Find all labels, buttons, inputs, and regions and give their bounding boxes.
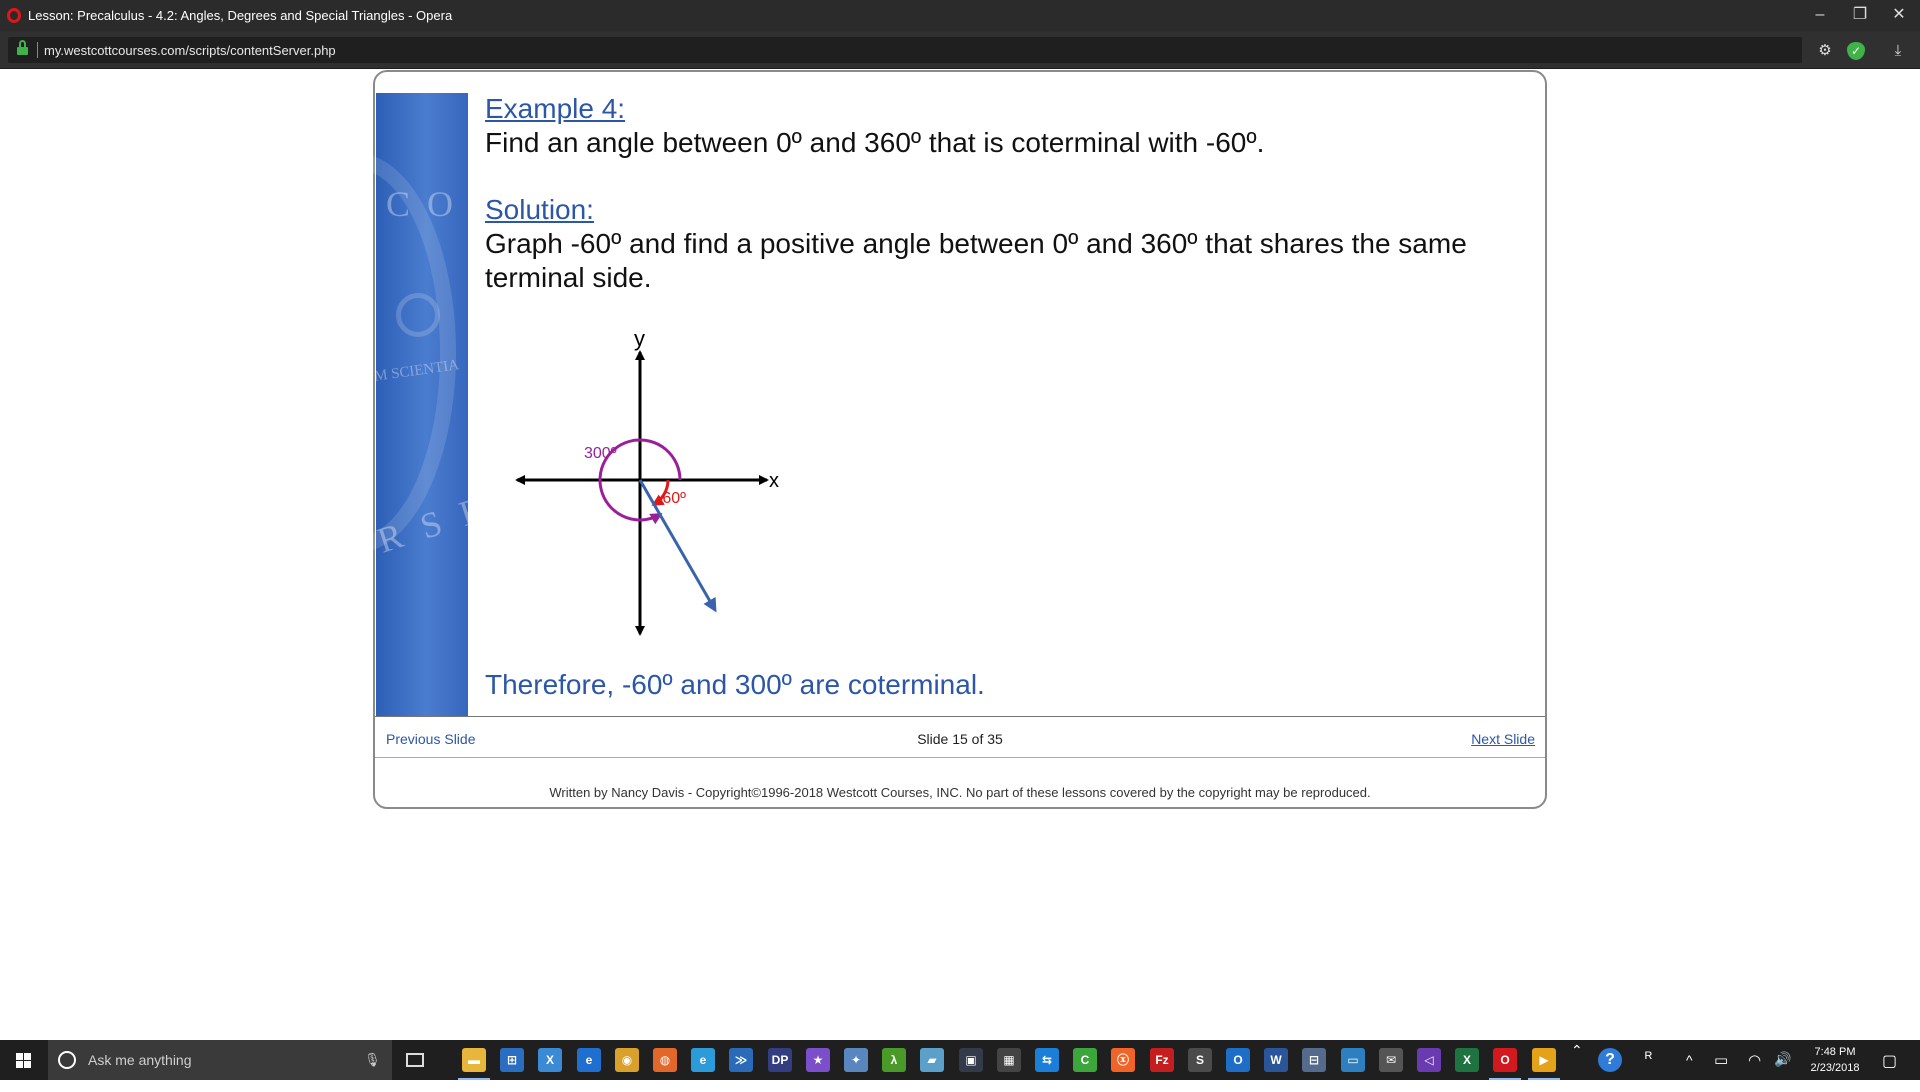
xamarin-app[interactable]: X bbox=[538, 1048, 562, 1072]
lock-icon bbox=[17, 44, 28, 56]
calculator-app[interactable]: ▦ bbox=[997, 1048, 1021, 1072]
file-explorer-app[interactable]: ▬ bbox=[462, 1048, 486, 1072]
show-hidden-icons[interactable]: ^ bbox=[1686, 1052, 1693, 1068]
xampp-app[interactable]: ⓧ bbox=[1111, 1048, 1135, 1072]
battery-icon[interactable]: ▭ bbox=[1714, 1052, 1729, 1069]
window-title: Lesson: Precalculus - 4.2: Angles, Degrees and Special Triangles - Opera bbox=[28, 8, 453, 23]
volume-icon[interactable]: 🔊 bbox=[1774, 1051, 1792, 1067]
sublime-app[interactable]: S bbox=[1188, 1048, 1212, 1072]
opera-logo-icon bbox=[7, 8, 21, 23]
conclusion-text: Therefore, -60º and 300º are coterminal. bbox=[485, 669, 985, 700]
wifi-icon[interactable]: ◠ bbox=[1748, 1052, 1762, 1069]
rdp-app[interactable]: ▭ bbox=[1341, 1048, 1365, 1072]
word-app[interactable]: W bbox=[1264, 1048, 1288, 1072]
solution-text: Graph -60º and find a positive angle between 0º and 360º that shares the same terminal side. bbox=[485, 228, 1467, 293]
label-neg60: -60º bbox=[657, 490, 686, 507]
start-button[interactable] bbox=[0, 1040, 48, 1080]
store-app[interactable]: ⊞ bbox=[500, 1048, 524, 1072]
search-box[interactable] bbox=[48, 1040, 392, 1080]
restore-button[interactable]: ❐ bbox=[1852, 6, 1868, 23]
seal-text-bottom: R S E bbox=[372, 487, 494, 561]
running-indicator bbox=[1528, 1078, 1560, 1080]
close-button[interactable]: ✕ bbox=[1892, 6, 1906, 23]
address-bar bbox=[0, 31, 1920, 69]
teamviewer-app[interactable]: ⇆ bbox=[1035, 1048, 1059, 1072]
url-text[interactable]: my.westcottcourses.com/scripts/contentServer.php bbox=[44, 43, 336, 58]
task-view-icon[interactable] bbox=[406, 1053, 424, 1067]
outlook-app[interactable]: O bbox=[1226, 1048, 1250, 1072]
minimize-button[interactable]: – bbox=[1815, 6, 1825, 23]
download-icon[interactable]: ⤓ bbox=[1894, 42, 1902, 59]
taskbar bbox=[0, 1040, 1920, 1080]
visualstudio-app[interactable]: ◁ bbox=[1417, 1048, 1441, 1072]
globe-icon bbox=[396, 293, 440, 337]
slides-app[interactable]: ▶ bbox=[1532, 1048, 1556, 1072]
search-input[interactable]: Ask me anything bbox=[88, 1052, 192, 1068]
title-bar bbox=[0, 0, 1920, 31]
c-app[interactable]: C bbox=[1073, 1048, 1097, 1072]
seal-text-top: C O bbox=[386, 184, 458, 224]
cortana-icon bbox=[58, 1051, 76, 1069]
cmd-app[interactable]: ▣ bbox=[959, 1048, 983, 1072]
notifications-icon[interactable]: ▢ bbox=[1882, 1053, 1898, 1070]
url-field[interactable] bbox=[8, 37, 1802, 63]
sidebar-seal bbox=[372, 93, 494, 716]
lesson-frame bbox=[373, 70, 1547, 809]
solution-heading: Solution: bbox=[485, 194, 594, 225]
clock[interactable] bbox=[1800, 1044, 1870, 1076]
lambda-app[interactable]: λ bbox=[882, 1048, 906, 1072]
gear-icon[interactable]: ⚙ bbox=[1818, 42, 1832, 59]
example-heading: Example 4: bbox=[485, 93, 626, 124]
slide-navigation bbox=[375, 716, 1545, 758]
shield-icon[interactable]: ✓ bbox=[1847, 42, 1865, 60]
notes-app[interactable]: ▰ bbox=[920, 1048, 944, 1072]
chrome-app[interactable]: ◉ bbox=[615, 1048, 639, 1072]
people-icon[interactable]: ᴿ bbox=[1645, 1050, 1653, 1067]
slide-content bbox=[485, 92, 1525, 295]
slide-counter: Slide 15 of 35 bbox=[917, 731, 1003, 747]
coterminal-graph bbox=[477, 322, 817, 662]
running-indicator bbox=[1489, 1078, 1521, 1080]
windows-logo-icon bbox=[16, 1053, 32, 1068]
edge-app[interactable]: e bbox=[577, 1048, 601, 1072]
powershell-app[interactable]: ≫ bbox=[729, 1048, 753, 1072]
opera-app[interactable]: O bbox=[1493, 1048, 1517, 1072]
mail-app[interactable]: ✉ bbox=[1379, 1048, 1403, 1072]
filezilla-app[interactable]: Fz bbox=[1150, 1048, 1174, 1072]
firefox-app[interactable]: ◍ bbox=[653, 1048, 677, 1072]
dp-app[interactable]: DP bbox=[768, 1048, 792, 1072]
copyright-footer: Written by Nancy Davis - Copyright©1996-2018 Westcott Courses, INC. No part of these lessons covered by the copyright may be reproduced. bbox=[549, 785, 1371, 800]
url-separator bbox=[37, 42, 38, 58]
running-indicator bbox=[458, 1078, 490, 1080]
tools-app[interactable]: ✦ bbox=[844, 1048, 868, 1072]
seal-text-mid: M SCIENTIA bbox=[373, 357, 461, 385]
previous-slide-link[interactable]: Previous Slide bbox=[386, 731, 476, 747]
star-app[interactable]: ★ bbox=[806, 1048, 830, 1072]
x-axis-label: x bbox=[769, 470, 779, 492]
microphone-icon[interactable]: 🎙 bbox=[364, 1052, 381, 1067]
clock-date: 2/23/2018 bbox=[1810, 1062, 1860, 1074]
help-icon[interactable]: ? bbox=[1598, 1048, 1622, 1072]
excel-app[interactable]: X bbox=[1455, 1048, 1479, 1072]
next-slide-link[interactable]: Next Slide bbox=[1471, 731, 1535, 747]
label-300: 300º bbox=[584, 445, 617, 462]
example-text: Find an angle between 0º and 360º that is coterminal with -60º. bbox=[485, 127, 1265, 158]
clock-time: 7:48 PM bbox=[1814, 1046, 1856, 1058]
ie-app[interactable]: e bbox=[691, 1048, 715, 1072]
y-axis-label: y bbox=[634, 326, 645, 351]
chevron-up-icon[interactable]: ⌃ bbox=[1571, 1042, 1583, 1058]
network-app[interactable]: ⊟ bbox=[1302, 1048, 1326, 1072]
